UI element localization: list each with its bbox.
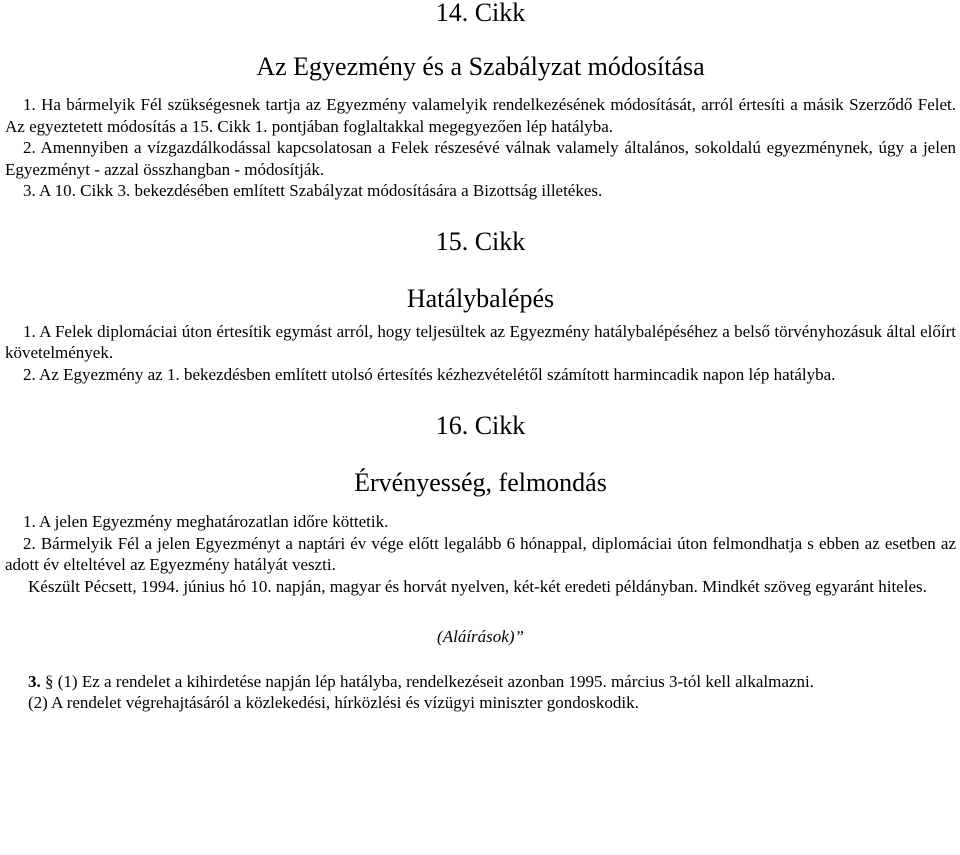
- section-3-paragraph-1-text: (1) Ez a rendelet a kihirdetése napján lép hatályba, rendelkezéseit azonban 1995. március 3-tól kell alkalmazni.: [53, 671, 814, 691]
- article-16-paragraph-1: 1. A jelen Egyezmény meghatározatlan időre köttetik.: [23, 512, 389, 531]
- section-3-paragraph-2: (2) A rendelet végrehajtásáról a közlekedési, hírközlési és vízügyi miniszter gondoskodik.: [28, 693, 639, 712]
- article-15-paragraph-1: 1. A Felek diplomáciai úton értesítik egymást arról, hogy teljesültek az Egyezmény hatálybalépéséhez a belső törvényhozásuk által előírt követelmények.: [5, 321, 956, 362]
- section-mark: §: [45, 671, 54, 691]
- article-15-paragraph-2: 2. Az Egyezmény az 1. bekezdésben említett utolsó értesítés kézhezvételétől számított harmincadik napon lép hatályba.: [23, 364, 836, 384]
- section-3-number: 3.: [28, 671, 41, 691]
- article-15-title: Hatálybalépés: [406, 283, 555, 313]
- article-14-number: 14. Cikk: [435, 0, 526, 27]
- article-14-title: Az Egyezmény és a Szabályzat módosítása: [256, 52, 705, 81]
- article-16-number: 16. Cikk: [435, 411, 526, 440]
- signing-place-date: Készült Pécsett, 1994. június hó 10. napján, magyar és horvát nyelven, két-két eredeti példányban. Mindkét szöveg egyaránt hiteles.: [28, 576, 927, 596]
- article-15-number: 15. Cikk: [435, 226, 526, 256]
- article-14-paragraph-2: 2. Amennyiben a vízgazdálkodással kapcsolatosan a Felek részesévé válnak valamely általános, sokoldalú egyezménynek, úgy a jelen Egyezményt - azzal összhangban - módosítják.: [5, 138, 956, 179]
- section-3-paragraph-1: [5, 671, 956, 693]
- article-14-paragraph-3: 3. A 10. Cikk 3. bekezdésében említett Szabályzat módosítására a Bizottság illetékes.: [23, 181, 603, 200]
- article-16-paragraph-2: 2. Bármelyik Fél a jelen Egyezményt a naptári év vége előtt legalább 6 hónappal, diplomáciai úton felmondhatja s ebben az esetben az adott év elteltével az Egyezmény hatályát veszti.: [5, 533, 956, 574]
- article-14-paragraph-1: 1. Ha bármelyik Fél szükségesnek tartja az Egyezmény valamelyik rendelkezésének módosítását, arról értesíti a másik Szerződő Felet. Az egyeztetett módosítás a 15. Cikk 1. pontjában foglaltakkal megegyezően lép hatályba.: [5, 95, 956, 136]
- article-16-title: Érvényesség, felmondás: [354, 468, 607, 497]
- signatures-placeholder: (Aláírások)”: [437, 627, 524, 646]
